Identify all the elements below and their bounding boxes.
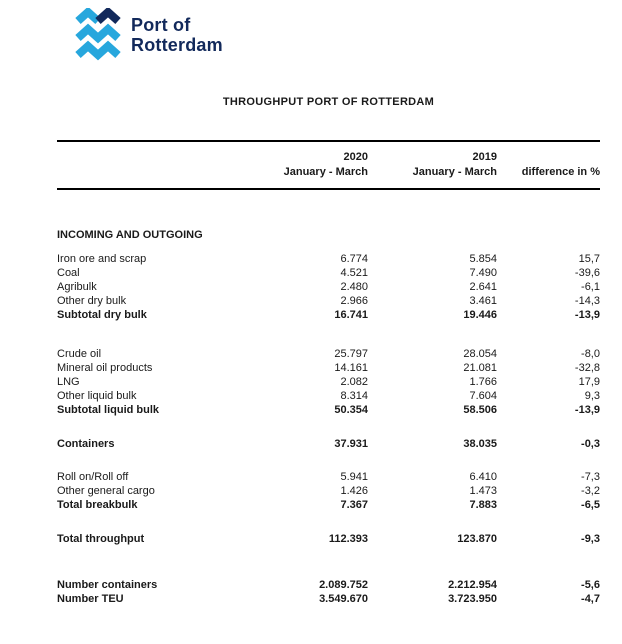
- value-2019: 19.446: [463, 309, 497, 321]
- value-difference: -7,3: [581, 471, 600, 483]
- row-label: Subtotal dry bulk: [57, 309, 147, 321]
- value-difference: 9,3: [584, 390, 600, 402]
- value-2019: 1.766: [469, 376, 497, 388]
- table-group: [57, 347, 600, 417]
- column-difference-label: difference in %: [521, 166, 600, 178]
- value-2020: 16.741: [334, 309, 368, 321]
- row-label: Mineral oil products: [57, 362, 153, 374]
- value-2019: 6.410: [469, 471, 497, 483]
- value-2020: 2.089.752: [319, 579, 368, 591]
- value-difference: -8,0: [581, 348, 600, 360]
- header-rule-top: [57, 140, 600, 142]
- value-difference: -14,3: [574, 295, 600, 307]
- value-2020: 2.082: [340, 376, 368, 388]
- value-difference: 15,7: [578, 253, 600, 265]
- value-2019: 21.081: [463, 362, 497, 374]
- table-group: [57, 437, 600, 451]
- table-group: [57, 470, 600, 512]
- table-row: [57, 375, 600, 389]
- row-label: Subtotal liquid bulk: [57, 404, 160, 416]
- value-2020: 50.354: [334, 404, 368, 416]
- row-label: Total throughput: [57, 533, 145, 545]
- table-row: [57, 294, 600, 308]
- value-difference: -13,9: [574, 404, 600, 416]
- value-2020: 6.774: [340, 253, 368, 265]
- table-row: [57, 470, 600, 484]
- value-2020: 3.549.670: [319, 593, 368, 605]
- table-row: [57, 252, 600, 266]
- value-2020: 4.521: [340, 267, 368, 279]
- value-difference: -0,3: [581, 438, 600, 450]
- row-label: Coal: [57, 267, 80, 279]
- row-label: Other general cargo: [57, 485, 155, 497]
- table-row: [57, 592, 600, 606]
- value-2019: 7.883: [469, 499, 497, 511]
- header-rule-bottom: [57, 188, 600, 190]
- page-title: THROUGHPUT PORT OF ROTTERDAM: [222, 96, 435, 108]
- value-2019: 2.212.954: [448, 579, 497, 591]
- value-2019: 3.461: [469, 295, 497, 307]
- row-label: Number TEU: [57, 593, 124, 605]
- section-header: INCOMING AND OUTGOING: [57, 229, 203, 241]
- value-2019: 7.604: [469, 390, 497, 402]
- row-label: Iron ore and scrap: [57, 253, 147, 265]
- value-2019: 28.054: [463, 348, 497, 360]
- table-group: [57, 252, 600, 322]
- value-2019: 123.870: [457, 533, 497, 545]
- table-row: [57, 498, 600, 512]
- table-row: [57, 484, 600, 498]
- column-year-2020: 2020: [343, 151, 368, 163]
- table-row: [57, 347, 600, 361]
- value-2020: 14.161: [334, 362, 368, 374]
- value-2019: 5.854: [469, 253, 497, 265]
- value-difference: -6,5: [581, 499, 600, 511]
- value-2020: 8.314: [340, 390, 368, 402]
- table-row: [57, 578, 600, 592]
- table-row: [57, 308, 600, 322]
- value-difference: -13,9: [574, 309, 600, 321]
- value-difference: -3,2: [581, 485, 600, 497]
- value-2019: 38.035: [463, 438, 497, 450]
- value-difference: -32,8: [574, 362, 600, 374]
- value-2019: 7.490: [469, 267, 497, 279]
- value-2019: 3.723.950: [448, 593, 497, 605]
- table-row: [57, 389, 600, 403]
- row-label: Total breakbulk: [57, 499, 138, 511]
- table-group: [57, 578, 600, 606]
- table-row: [57, 437, 600, 451]
- column-header-difference: [497, 150, 600, 180]
- value-2020: 5.941: [340, 471, 368, 483]
- value-2020: 1.426: [340, 485, 368, 497]
- value-difference: -5,6: [581, 579, 600, 591]
- table-column-headers: [57, 150, 600, 180]
- table-row: [57, 361, 600, 375]
- value-2020: 112.393: [328, 533, 368, 545]
- throughput-table: [57, 228, 600, 606]
- column-year-2019: 2019: [472, 151, 497, 163]
- column-header-2019: [368, 150, 497, 180]
- row-label: Agribulk: [57, 281, 97, 293]
- value-2019: 2.641: [469, 281, 497, 293]
- value-difference: -9,3: [581, 533, 600, 545]
- value-2020: 2.966: [340, 295, 368, 307]
- row-label: Other dry bulk: [57, 295, 127, 307]
- logo-wordmark-line1: Port of: [131, 15, 191, 35]
- value-difference: -4,7: [581, 593, 600, 605]
- value-2019: 1.473: [469, 485, 497, 497]
- value-difference: 17,9: [578, 376, 600, 388]
- column-period-2020: January - March: [283, 166, 368, 178]
- value-2020: 37.931: [334, 438, 368, 450]
- row-label: Number containers: [57, 579, 158, 591]
- logo-wordmark: [131, 15, 223, 55]
- waves-icon: [75, 8, 121, 62]
- column-header-2020: [250, 150, 368, 180]
- table-row: [57, 266, 600, 280]
- port-of-rotterdam-logo: [75, 8, 223, 62]
- row-label: Crude oil: [57, 348, 102, 360]
- value-2020: 25.797: [334, 348, 368, 360]
- table-group: [57, 532, 600, 546]
- column-header-spacer: [57, 150, 250, 180]
- value-2020: 7.367: [340, 499, 368, 511]
- value-difference: -39,6: [574, 267, 600, 279]
- value-2020: 2.480: [340, 281, 368, 293]
- logo-wordmark-line2: Rotterdam: [131, 35, 223, 55]
- row-label: LNG: [57, 376, 80, 388]
- column-period-2019: January - March: [412, 166, 497, 178]
- table-row: [57, 532, 600, 546]
- value-2019: 58.506: [463, 404, 497, 416]
- table-row: [57, 403, 600, 417]
- table-row: [57, 280, 600, 294]
- throughput-table-body: [57, 252, 600, 606]
- row-label: Roll on/Roll off: [57, 471, 129, 483]
- column-difference-spacer: [497, 150, 600, 165]
- row-label: Other liquid bulk: [57, 390, 137, 402]
- row-label: Containers: [57, 438, 115, 450]
- value-difference: -6,1: [581, 281, 600, 293]
